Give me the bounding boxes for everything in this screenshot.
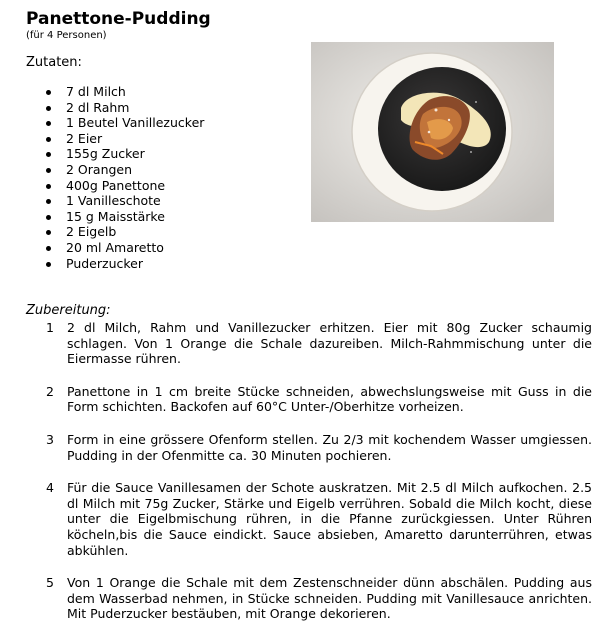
ingredient-item: 15 g Maisstärke — [26, 209, 204, 225]
ingredient-item: 400g Panettone — [26, 178, 204, 194]
ingredients-heading: Zutaten: — [26, 55, 82, 70]
ingredient-item: 1 Vanilleschote — [26, 193, 204, 209]
ingredient-item: 20 ml Amaretto — [26, 240, 204, 256]
ingredients-list — [26, 84, 204, 271]
step-text: Form in eine grössere Ofenform stellen. Zu 2/3 mit kochendem Wasser umgiessen. Pudding in der Ofenmitte ca. 30 Minuten pochieren. — [67, 431, 592, 463]
step-number: 4 — [46, 480, 54, 496]
step-text: 2 dl Milch, Rahm und Vanillezucker erhitzen. Eier mit 80g Zucker schaumig schlagen. Von 1 Orange die Schale dazureiben. Milch-Rahmmischung unter die Eiermasse rühren. — [67, 320, 592, 367]
preparation-steps — [26, 320, 592, 639]
dish-photo — [311, 42, 554, 222]
ingredient-item: 2 Orangen — [26, 162, 204, 178]
step-item — [26, 384, 592, 415]
ingredient-item: 2 Eier — [26, 131, 204, 147]
ingredient-item: 2 Eigelb — [26, 224, 204, 240]
dish-photo-illustration — [311, 42, 554, 222]
recipe-title: Panettone-Pudding — [26, 9, 211, 29]
step-number: 5 — [46, 575, 54, 591]
ingredient-item: 2 dl Rahm — [26, 100, 204, 116]
servings-note: (für 4 Personen) — [26, 30, 107, 41]
step-text: Für die Sauce Vanillesamen der Schote auskratzen. Mit 2.5 dl Milch aufkochen. 2.5 dl Milch mit 75g Zucker, Stärke und Eigelb verrühren. Sobald die Milch kocht, diese unter die Eigelbmischung rühren, in die Pfanne zurückgiessen. Unter Rühren köcheln,bis die Sauce eindickt. Sauce absieben, Amaretto darunterrühren, etwas abkühlen. — [67, 480, 592, 558]
step-item — [26, 575, 592, 622]
step-item — [26, 432, 592, 463]
step-text: Panettone in 1 cm breite Stücke schneiden, abwechslungsweise mit Guss in die Form schichten. Backofen auf 60°C Unter-/Oberhitze vorheizen. — [67, 383, 592, 415]
step-number: 3 — [46, 431, 54, 447]
preparation-heading: Zubereitung: — [26, 303, 111, 318]
step-number: 1 — [46, 320, 54, 335]
step-item — [26, 480, 592, 558]
step-text: Von 1 Orange die Schale mit dem Zestenschneider dünn abschälen. Pudding aus dem Wasserbad nehmen, in Stücke schneiden. Pudding mit Vanillesauce anrichten. Mit Puderzucker bestäuben, mit Orange dekorieren. — [67, 575, 592, 622]
ingredient-item: 7 dl Milch — [26, 84, 204, 100]
step-number: 2 — [46, 383, 54, 399]
ingredient-item: 1 Beutel Vanillezucker — [26, 115, 204, 131]
ingredient-item: Puderzucker — [26, 256, 204, 272]
step-item — [26, 320, 592, 367]
ingredient-item: 155g Zucker — [26, 146, 204, 162]
